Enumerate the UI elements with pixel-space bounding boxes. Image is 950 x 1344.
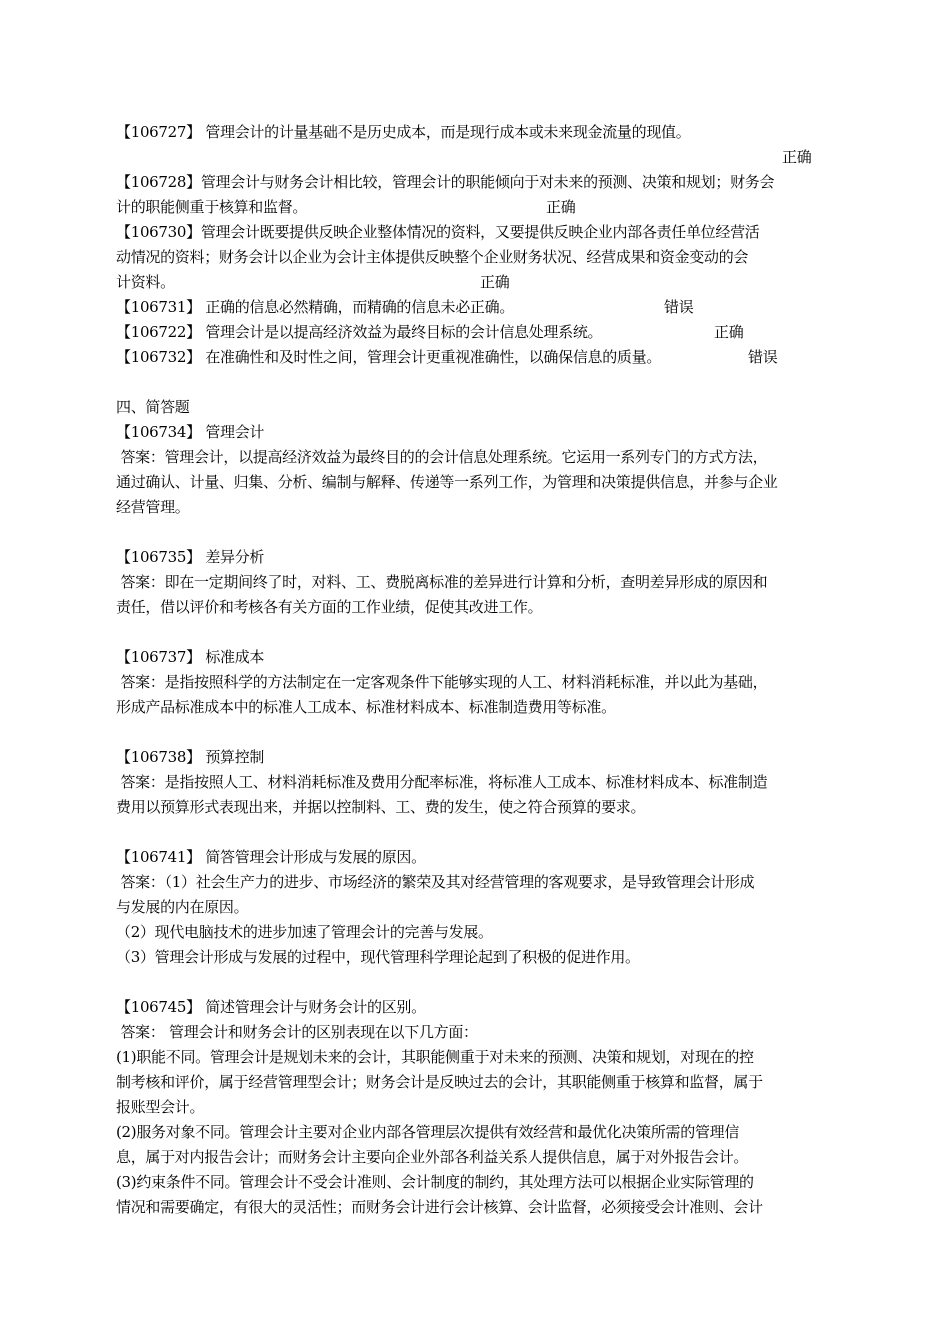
tf-item-106722: 【106722】 管理会计是以提高经济效益为最终目标的会计信息处理系统。 正确 <box>116 320 846 345</box>
answer-line: 情况和需要确定，有很大的灵活性；而财务会计进行会计核算、会计监督，必须接受会计准则、会计 <box>116 1198 763 1216</box>
answer-line: 经营管理。 <box>116 498 190 516</box>
answer-line: (2)服务对象不同。管理会计主要对企业内部各管理层次提供有效经营和最优化决策所需的管理信 <box>116 1123 740 1141</box>
spacer <box>116 520 846 545</box>
question-106745: 【106745】 简述管理会计与财务会计的区别。 <box>116 998 426 1016</box>
tf-item-106731: 【106731】 正确的信息必然精确，而精确的信息未必正确。 错误 <box>116 295 846 320</box>
tf-item-106730-cont: 动情况的资料；财务会计以企业为会计主体提供反映整个企业财务状况、经营成果和资金变动的会 <box>116 248 749 266</box>
answer-line: (1)职能不同。管理会计是规划未来的会计，其职能侧重于对未来的预测、决策和规划，对现在的控 <box>116 1048 754 1066</box>
tf-answer-106731: 错误 <box>664 298 694 316</box>
tf-answer-106730: 正确 <box>480 273 510 291</box>
answer-line: 答案：（1）社会生产力的进步、市场经济的繁荣及其对经营管理的客观要求，是导致管理会计形成 <box>116 873 755 891</box>
answer-line: 报账型会计。 <box>116 1098 205 1116</box>
tf-item-106730: 【106730】管理会计既要提供反映企业整体情况的资料，又要提供反映企业内部各责任单位经营活 <box>116 223 760 241</box>
answer-line: 答案：是指按照科学的方法制定在一定客观条件下能够实现的人工、材料消耗标准，并以此为基础， <box>116 673 768 691</box>
answer-line: 形成产品标准成本中的标准人工成本、标准材料成本、标准制造费用等标准。 <box>116 698 616 716</box>
spacer <box>116 620 846 645</box>
spacer <box>116 820 846 845</box>
question-106735: 【106735】 差异分析 <box>116 548 265 566</box>
spacer <box>116 370 846 395</box>
answer-line: 答案：管理会计，以提高经济效益为最终目的的会计信息处理系统。它运用一系列专门的方式方法， <box>116 448 768 466</box>
question-106738: 【106738】 预算控制 <box>116 748 265 766</box>
spacer <box>116 970 846 995</box>
spacer <box>116 720 846 745</box>
tf-answer-106728: 正确 <box>546 198 576 216</box>
tf-item-106732: 【106732】 在准确性和及时性之间，管理会计更重视准确性，以确保信息的质量。 错误 <box>116 345 846 370</box>
section-title: 四、简答题 <box>116 398 190 416</box>
answer-line: 制考核和评价，属于经营管理型会计；财务会计是反映过去的会计，其职能侧重于核算和监督，属于 <box>116 1073 763 1091</box>
tf-answer-line <box>116 145 846 170</box>
tf-answer-106732: 错误 <box>748 348 778 366</box>
answer-line: 责任，借以评价和考核各有关方面的工作业绩，促使其改进工作。 <box>116 598 543 616</box>
tf-item-106727: 【106727】 管理会计的计量基础不是历史成本，而是现行成本或未来现金流量的现值。 <box>116 123 691 141</box>
answer-line: 答案：即在一定期间终了时，对料、工、费脱离标准的差异进行计算和分析，查明差异形成的原因和 <box>116 573 768 591</box>
tf-answer-106722: 正确 <box>714 323 744 341</box>
question-106737: 【106737】 标准成本 <box>116 648 265 666</box>
question-106741: 【106741】 简答管理会计形成与发展的原因。 <box>116 848 426 866</box>
tf-item-106730-end: 计资料。 正确 <box>116 270 846 295</box>
tf-answer-106727: 正确 <box>782 148 812 166</box>
document-page <box>116 120 846 1220</box>
answer-line: 通过确认、计量、归集、分析、编制与解释、传递等一系列工作，为管理和决策提供信息，并参与企业 <box>116 473 778 491</box>
answer-line: （3）管理会计形成与发展的过程中，现代管理科学理论起到了积极的促进作用。 <box>116 948 640 966</box>
answer-line: 答案：是指按照人工、材料消耗标准及费用分配率标准，将标准人工成本、标准材料成本、标准制造 <box>116 773 768 791</box>
tf-item-106728: 【106728】管理会计与财务会计相比较，管理会计的职能倾向于对未来的预测、决策和规划；财务会 <box>116 173 775 191</box>
tf-item-106728-cont: 计的职能侧重于核算和监督。 正确 <box>116 195 846 220</box>
answer-line: 答案： 管理会计和财务会计的区别表现在以下几方面： <box>116 1023 478 1041</box>
answer-line: 与发展的内在原因。 <box>116 898 249 916</box>
answer-line: （2）现代电脑技术的进步加速了管理会计的完善与发展。 <box>116 923 493 941</box>
question-106734: 【106734】 管理会计 <box>116 423 265 441</box>
answer-line: 息，属于对内报告会计；而财务会计主要向企业外部各利益关系人提供信息，属于对外报告会计。 <box>116 1148 749 1166</box>
answer-line: (3)约束条件不同。管理会计不受会计准则、会计制度的制约，其处理方法可以根据企业实际管理的 <box>116 1173 754 1191</box>
answer-line: 费用以预算形式表现出来，并据以控制料、工、费的发生，使之符合预算的要求。 <box>116 798 646 816</box>
